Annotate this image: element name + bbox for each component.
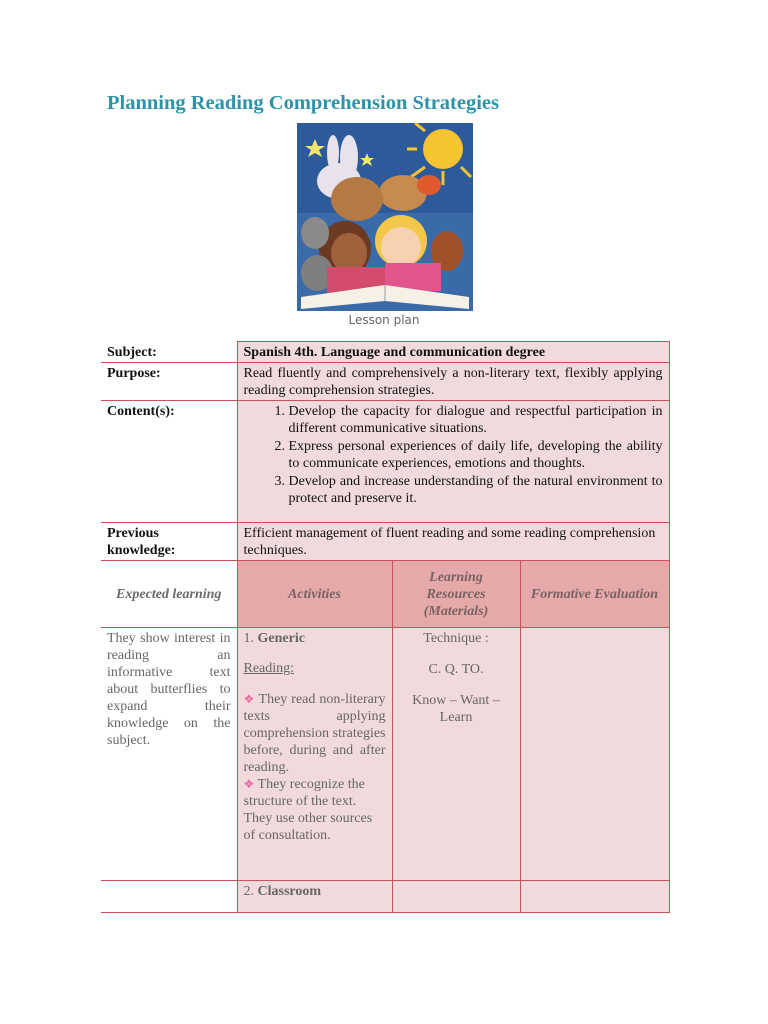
activity-extra-text: They use other sources of consultation.	[243, 811, 373, 843]
previous-knowledge-label: Previous knowledge:	[101, 523, 237, 561]
content-item: 2. Express personal experiences of daily life, developing the ability to communicate experiences, emotions and thoughts.	[289, 438, 663, 472]
image-caption: Lesson plan	[348, 313, 420, 327]
activity-number: 1.	[243, 631, 254, 646]
activity-title: Generic	[257, 631, 305, 646]
technique-label: Technique :	[423, 631, 489, 646]
technique-kwl: Know – Want – Learn	[412, 693, 500, 725]
learning-resources-header: Learning Resources (Materials)	[392, 561, 520, 628]
purpose-value: Read fluently and comprehensively a non-literary text, flexibly applying reading comprehension strategies.	[237, 363, 669, 401]
activity-bullet	[244, 691, 386, 776]
subject-row	[101, 342, 669, 363]
activity-title: Classroom	[257, 884, 322, 899]
content-item: 3. Develop and increase understanding of the natural environment to protect and preserve it.	[289, 473, 663, 507]
previous-knowledge-row	[101, 523, 669, 561]
expected-learning-header: Expected learning	[101, 561, 237, 628]
activity-bullet	[244, 776, 386, 844]
contents-row	[101, 401, 669, 523]
expected-learning-text: They show interest in reading an informative text about butterflies to expand their knowledge on the subject.	[101, 628, 237, 881]
activity-number: 2.	[243, 884, 254, 899]
activity-row-generic	[101, 628, 669, 881]
subject-label: Subject:	[101, 342, 237, 363]
contents-value	[237, 401, 669, 523]
expected-learning-empty	[101, 881, 237, 913]
activities-header: Activities	[237, 561, 392, 628]
content-item: 1. Develop the capacity for dialogue and respectful participation in different communicative situations.	[289, 403, 663, 437]
purpose-label: Purpose:	[101, 363, 237, 401]
children-reading-illustration	[297, 123, 473, 311]
activities-cell	[237, 628, 392, 881]
activity-bullet-text: They read non-literary texts applying comprehension strategies before, during and after reading.	[243, 692, 386, 775]
technique-cqto: C. Q. TO.	[428, 662, 484, 677]
evaluation-cell	[520, 881, 669, 913]
formative-evaluation-header: Formative Evaluation	[520, 561, 669, 628]
document-title: Planning Reading Comprehension Strategies	[107, 92, 500, 114]
header-row	[101, 561, 669, 628]
contents-label: Content(s):	[101, 401, 237, 523]
bullet-star-icon: ❖	[243, 692, 255, 706]
subject-value: Spanish 4th. Language and communication degree	[237, 342, 669, 363]
resources-cell	[392, 628, 520, 881]
lesson-plan-table	[101, 341, 670, 913]
contents-list	[244, 403, 663, 507]
resources-cell	[392, 881, 520, 913]
activity-heading	[244, 630, 386, 647]
evaluation-cell	[520, 628, 669, 881]
activity-bullet-text: They recognize the structure of the text.	[243, 777, 365, 809]
activity-row-classroom	[101, 881, 669, 913]
purpose-row	[101, 363, 669, 401]
activities-cell	[237, 881, 392, 913]
bullet-star-icon: ❖	[243, 777, 255, 791]
previous-knowledge-value: Efficient management of fluent reading and some reading comprehension techniques.	[237, 523, 669, 561]
activity-subtitle: Reading:	[243, 661, 295, 676]
